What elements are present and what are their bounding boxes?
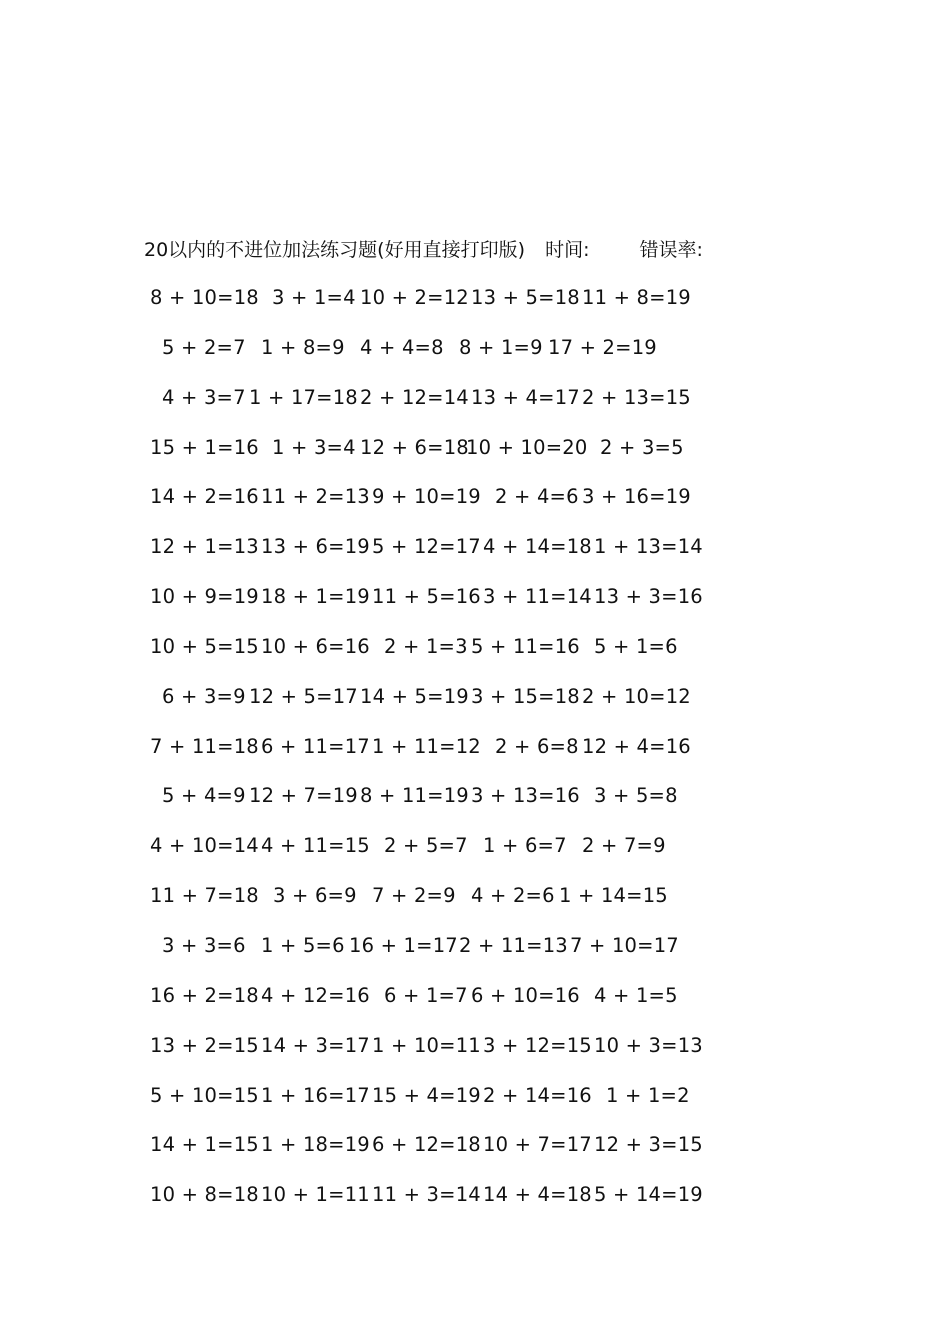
- addition-problem: 13 + 2=15: [150, 1033, 259, 1057]
- problem-row: [150, 682, 710, 732]
- addition-problem: 16 + 2=18: [150, 983, 259, 1007]
- addition-problem: 13 + 3=16: [594, 585, 703, 609]
- addition-problem: 12 + 1=13: [150, 535, 259, 559]
- addition-problem: 14 + 3=17: [261, 1033, 370, 1057]
- addition-problem: 14 + 1=15: [150, 1133, 259, 1157]
- addition-problem: 11 + 5=16: [372, 585, 481, 609]
- problem-row: [150, 632, 710, 682]
- addition-problem: 4 + 3=7: [162, 385, 246, 409]
- problem-row: [150, 433, 710, 483]
- addition-problem: 4 + 10=14: [150, 834, 259, 858]
- addition-problem: 1 + 10=11: [372, 1033, 481, 1057]
- addition-problem: 18 + 1=19: [261, 585, 370, 609]
- addition-problem: 10 + 5=15: [150, 634, 259, 658]
- problem-row: [150, 333, 710, 383]
- addition-problem: 3 + 3=6: [162, 933, 246, 957]
- addition-problem: 2 + 3=5: [600, 435, 684, 459]
- addition-problem: 12 + 6=18: [360, 435, 469, 459]
- addition-problem: 10 + 7=17: [483, 1133, 592, 1157]
- addition-problem: 14 + 4=18: [483, 1183, 592, 1207]
- addition-problem: 3 + 12=15: [483, 1033, 592, 1057]
- addition-problem: 11 + 2=13: [261, 485, 370, 509]
- addition-problem: 1 + 17=18: [249, 385, 358, 409]
- addition-problem: 12 + 3=15: [594, 1133, 703, 1157]
- addition-problem: 1 + 18=19: [261, 1133, 370, 1157]
- problem-row: [150, 931, 710, 981]
- addition-problem: 9 + 10=19: [372, 485, 481, 509]
- addition-problem: 15 + 1=16: [150, 435, 259, 459]
- addition-problem: 11 + 8=19: [582, 286, 691, 309]
- problem-row: [150, 283, 710, 333]
- addition-problem: 1 + 6=7: [483, 834, 567, 858]
- problem-row: [150, 1081, 710, 1131]
- addition-problem: 14 + 5=19: [360, 684, 469, 708]
- addition-problem: 4 + 1=5: [594, 983, 678, 1007]
- addition-problem: 3 + 13=16: [471, 784, 580, 808]
- addition-problem: 2 + 1=3: [384, 634, 468, 658]
- worksheet-title: 20以内的不进位加法练习题(好用直接打印版): [144, 239, 526, 261]
- problem-row: [150, 881, 710, 931]
- addition-problem: 1 + 13=14: [594, 535, 703, 559]
- problem-row: [150, 1180, 710, 1230]
- addition-problem: 4 + 12=16: [261, 983, 370, 1007]
- addition-problem: 12 + 5=17: [249, 684, 358, 708]
- worksheet-header: [144, 236, 703, 264]
- addition-problem: 2 + 13=15: [582, 385, 691, 409]
- addition-problem: 8 + 11=19: [360, 784, 469, 808]
- addition-problem: 2 + 11=13: [459, 933, 568, 957]
- addition-problem: 2 + 14=16: [483, 1083, 592, 1107]
- addition-problem: 1 + 5=6: [261, 933, 345, 957]
- addition-problem: 3 + 5=8: [594, 784, 678, 808]
- addition-problem: 6 + 12=18: [372, 1133, 481, 1157]
- error-rate-label: 错误率:: [639, 239, 703, 261]
- addition-problem: 5 + 10=15: [150, 1083, 259, 1107]
- addition-problem: 3 + 11=14: [483, 585, 592, 609]
- addition-problem: 4 + 4=8: [360, 335, 444, 359]
- addition-problem: 6 + 10=16: [471, 983, 580, 1007]
- addition-problem: 12 + 4=16: [582, 734, 691, 758]
- addition-problem: 10 + 9=19: [150, 585, 259, 609]
- addition-problem: 12 + 7=19: [249, 784, 358, 808]
- addition-problem: 3 + 15=18: [471, 684, 580, 708]
- addition-problem: 8 + 1=9: [459, 335, 543, 359]
- addition-problem: 10 + 8=18: [150, 1183, 259, 1207]
- addition-problem: 17 + 2=19: [548, 335, 657, 359]
- addition-problem: 3 + 1=4: [272, 286, 356, 309]
- problem-grid: [150, 283, 710, 1230]
- addition-problem: 4 + 2=6: [471, 884, 555, 908]
- addition-problem: 6 + 11=17: [261, 734, 370, 758]
- addition-problem: 4 + 11=15: [261, 834, 370, 858]
- addition-problem: 16 + 1=17: [349, 933, 458, 957]
- addition-problem: 2 + 10=12: [582, 684, 691, 708]
- addition-problem: 2 + 5=7: [384, 834, 468, 858]
- problem-row: [150, 482, 710, 532]
- addition-problem: 10 + 6=16: [261, 634, 370, 658]
- addition-problem: 13 + 5=18: [471, 286, 580, 309]
- addition-problem: 7 + 10=17: [570, 933, 679, 957]
- addition-problem: 4 + 14=18: [483, 535, 592, 559]
- problem-row: [150, 981, 710, 1031]
- addition-problem: 1 + 1=2: [606, 1083, 690, 1107]
- addition-problem: 5 + 11=16: [471, 634, 580, 658]
- time-label: 时间:: [545, 239, 590, 261]
- problem-row: [150, 532, 710, 582]
- addition-problem: 7 + 11=18: [150, 734, 259, 758]
- addition-problem: 13 + 6=19: [261, 535, 370, 559]
- problem-row: [150, 383, 710, 433]
- addition-problem: 15 + 4=19: [372, 1083, 481, 1107]
- addition-problem: 11 + 7=18: [150, 884, 259, 908]
- addition-problem: 10 + 10=20: [466, 435, 588, 459]
- addition-problem: 2 + 12=14: [360, 385, 469, 409]
- addition-problem: 1 + 11=12: [372, 734, 481, 758]
- addition-problem: 5 + 14=19: [594, 1183, 703, 1207]
- problem-row: [150, 732, 710, 782]
- addition-problem: 1 + 3=4: [272, 435, 356, 459]
- addition-problem: 10 + 1=11: [261, 1183, 370, 1207]
- problem-row: [150, 831, 710, 881]
- addition-problem: 3 + 6=9: [273, 884, 357, 908]
- addition-problem: 2 + 4=6: [495, 485, 579, 509]
- addition-problem: 1 + 8=9: [261, 335, 345, 359]
- problem-row: [150, 582, 710, 632]
- addition-problem: 1 + 14=15: [559, 884, 668, 908]
- addition-problem: 11 + 3=14: [372, 1183, 481, 1207]
- addition-problem: 2 + 7=9: [582, 834, 666, 858]
- addition-problem: 10 + 2=12: [360, 286, 469, 309]
- addition-problem: 7 + 2=9: [372, 884, 456, 908]
- addition-problem: 5 + 12=17: [372, 535, 481, 559]
- addition-problem: 2 + 6=8: [495, 734, 579, 758]
- addition-problem: 13 + 4=17: [471, 385, 580, 409]
- addition-problem: 14 + 2=16: [150, 485, 259, 509]
- addition-problem: 5 + 1=6: [594, 634, 678, 658]
- addition-problem: 10 + 3=13: [594, 1033, 703, 1057]
- addition-problem: 6 + 1=7: [384, 983, 468, 1007]
- addition-problem: 8 + 10=18: [150, 286, 259, 309]
- addition-problem: 6 + 3=9: [162, 684, 246, 708]
- problem-row: [150, 1130, 710, 1180]
- addition-problem: 3 + 16=19: [582, 485, 691, 509]
- addition-problem: 5 + 2=7: [162, 335, 246, 359]
- addition-problem: 5 + 4=9: [162, 784, 246, 808]
- problem-row: [150, 781, 710, 831]
- addition-problem: 1 + 16=17: [261, 1083, 370, 1107]
- problem-row: [150, 1031, 710, 1081]
